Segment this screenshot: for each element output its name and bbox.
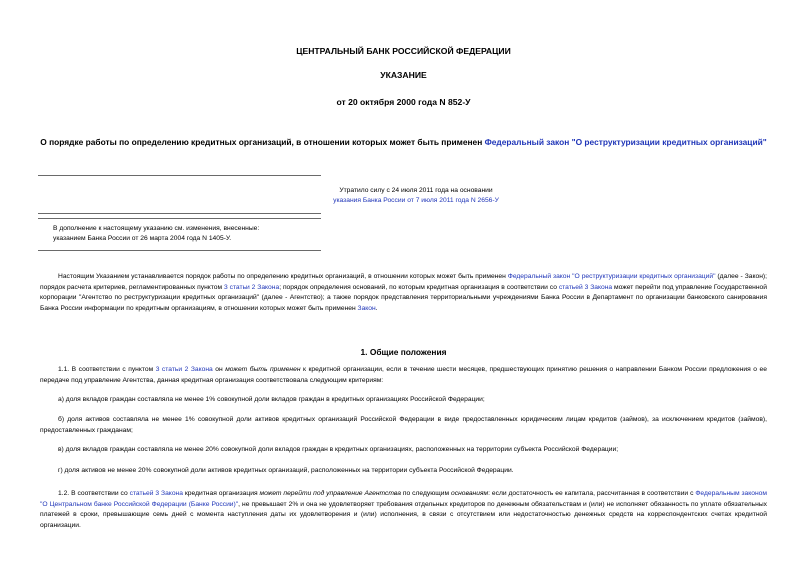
p12-emphasis: может перейти под управление Агентства <box>259 490 401 497</box>
p11-link-art2[interactable]: 3 статьи 2 Закона <box>155 366 213 373</box>
intro-link-art2[interactable]: 3 статьи 2 Закона <box>223 283 280 291</box>
title-law-link[interactable]: Федеральный закон "О реструктуризации кредитных организаций" <box>484 137 767 147</box>
p11-text: к кредитной организации, если в течение шести месяцев, предшествующих принятию решения о направлении Банком России предложения о ее передаче под управление Агентства, данная кредитная организация соответствовала следующим критериям: <box>40 366 767 384</box>
intro-text: Настоящим Указанием устанавливается порядок работы по определению кредитных организаций, в отношении которых может быть применен <box>58 273 508 280</box>
p11-text: 1.1. В соответствии с пунктом <box>58 366 156 373</box>
criterion-a: а) доля вкладов граждан составляла не менее 1% совокупной доли вкладов граждан в кредитных организациях Российской Федерации; <box>58 396 485 403</box>
divider <box>38 213 321 214</box>
paragraph-1-2 <box>40 489 767 531</box>
p12-link-art3[interactable]: статьей 3 Закона <box>129 490 183 497</box>
intro-link-law[interactable]: Федеральный закон "О реструктуризации кредитных организаций" <box>507 273 716 280</box>
document-date-number: от 20 октября 2000 года N 852-У <box>336 97 471 107</box>
changes-block <box>53 224 323 244</box>
bank-name: ЦЕНТРАЛЬНЫЙ БАНК РОССИЙСКОЙ ФЕДЕРАЦИИ <box>296 46 511 56</box>
intro-paragraph <box>40 272 767 314</box>
status-line: Утратило силу с 24 июля 2011 года на основании <box>339 187 493 194</box>
status-block <box>306 186 526 206</box>
divider <box>38 175 321 176</box>
document-title <box>40 137 767 148</box>
section-heading: 1. Общие положения <box>360 347 447 357</box>
intro-text: . <box>375 304 378 312</box>
intro-text: (далее - Закон); порядок расчета критериев, регламентированных пунктом <box>40 273 767 291</box>
p12-link-cb-law[interactable]: Федеральным законом "О Центральном банке Российской Федерации (Банке России)" <box>40 490 767 508</box>
p12-text: , не превышает 2% и она не удовлетворяет требования отдельных кредиторов по денежным обязательствам и (или) не исполняет обязанность по уплате обязательных платежей в сроки, превышающие семь дней с момента наступления даты их удовлетворения и (или) исполнения, в связи с отсутствием или недостаточностью денежных средств на корреспондентских счетах кредитной организации. <box>40 500 767 529</box>
p12-text: по следующим <box>401 490 452 497</box>
intro-link-art3[interactable]: статьей 3 Закона <box>558 283 613 291</box>
criterion-b: б) доля активов составляла не менее 1% совокупной доли активов кредитных организаций Российской Федерации в виде предоставленных юридическим лицам кредитов (займов), за исключением кредитов (займов), предоставленных гражданам; <box>40 416 767 434</box>
intro-link-zakon[interactable]: Закон <box>357 304 376 312</box>
changes-line-2: указанием Банка России от 26 марта 2004 года N 1405-У. <box>53 235 232 242</box>
changes-line-1: В дополнение к настоящему указанию см. изменения, внесенные: <box>53 225 260 232</box>
intro-text: ; порядок определения оснований, по которым кредитная организация в соответствии со <box>279 283 559 291</box>
criterion-g: г) доля активов не менее 20% совокупной доли активов кредитных организаций, расположенных на территории субъекта Российской Федерации. <box>58 467 514 474</box>
document-type: УКАЗАНИЕ <box>380 70 427 80</box>
divider <box>38 218 321 219</box>
p12-text: 1.2. В соответствии со <box>58 490 130 497</box>
p12-emphasis: основаниям <box>451 490 489 497</box>
criterion-v: в) доля вкладов граждан составляла не менее 20% совокупной доли вкладов граждан в кредитных организациях, расположенных на территории субъекта Российской Федерации; <box>58 446 619 453</box>
intro-text: может перейти под управление Государственной корпорации "Агентство по реструктуризации кредитных организаций" (далее - Агентство); а также порядок представления территориальными учреждениями Банка России в Департамент по организации банковского санирования Банка России информации по кредитным организациям, в отношении которых может быть применен <box>40 283 768 312</box>
divider <box>38 250 321 251</box>
paragraph-1-1 <box>40 365 767 386</box>
status-link[interactable]: указания Банка России от 7 июля 2011 года N 2656-У <box>333 197 499 204</box>
p11-text: он <box>212 366 226 373</box>
title-text: О порядке работы по определению кредитных организаций, в отношении которых может быть применен <box>40 137 485 147</box>
p12-text: кредитная организация <box>182 490 260 497</box>
p12-text: : если достаточность ее капитала, рассчитанная в соответствии с <box>488 490 696 497</box>
p11-emphasis: может быть применен <box>225 366 301 373</box>
